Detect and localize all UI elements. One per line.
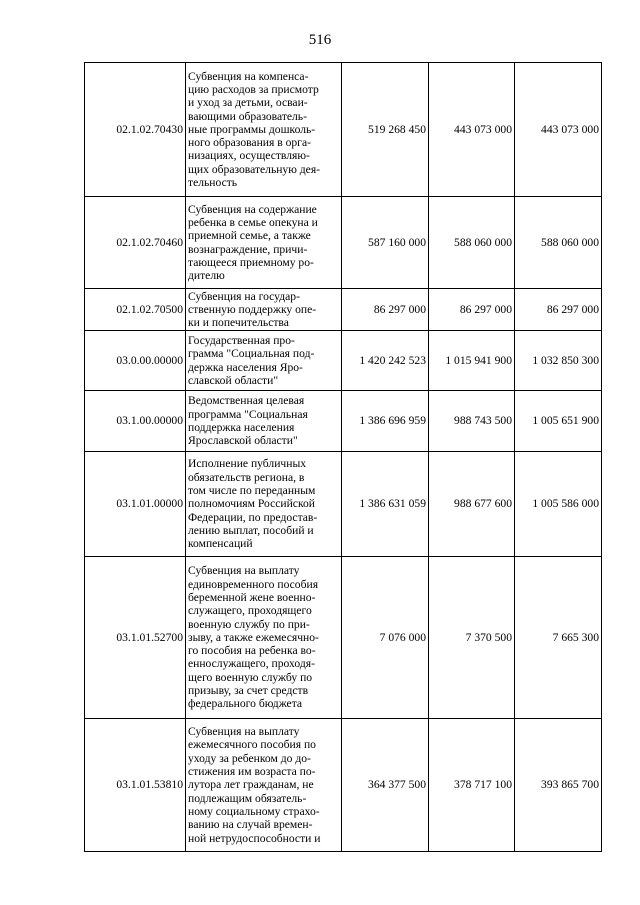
table-row	[85, 63, 602, 197]
row-code: 03.1.01.00000	[85, 452, 186, 557]
row-amount-year1: 1 386 631 059	[342, 452, 429, 557]
page-number: 516	[308, 32, 332, 48]
row-code: 03.1.01.52700	[85, 557, 186, 719]
row-amount-year1: 1 386 696 959	[342, 391, 429, 452]
row-amount-year3: 1 005 586 000	[515, 452, 602, 557]
row-code: 02.1.02.70500	[85, 289, 186, 331]
row-description: Субвенция на содержание ребенка в семье опекуна и приемной семье, а также вознаграждение, причи- тающееся приемному ро- дителю	[186, 197, 342, 289]
row-code: 02.1.02.70460	[85, 197, 186, 289]
table-row	[85, 452, 602, 557]
row-code: 03.1.01.53810	[85, 719, 186, 852]
row-amount-year1: 86 297 000	[342, 289, 429, 331]
row-amount-year3: 1 005 651 900	[515, 391, 602, 452]
row-amount-year2: 588 060 000	[429, 197, 515, 289]
table-row	[85, 289, 602, 331]
row-code: 03.0.00.00000	[85, 331, 186, 391]
row-description: Ведомственная целевая программа "Социальная поддержка населения Ярославской области"	[186, 391, 342, 452]
row-amount-year1: 364 377 500	[342, 719, 429, 852]
row-description: Субвенция на государ- ственную поддержку опе- ки и попечительства	[186, 289, 342, 331]
row-amount-year2: 988 743 500	[429, 391, 515, 452]
table-row	[85, 391, 602, 452]
row-amount-year3: 443 073 000	[515, 63, 602, 197]
budget-table	[84, 62, 602, 852]
table-row	[85, 197, 602, 289]
row-amount-year2: 378 717 100	[429, 719, 515, 852]
row-amount-year3: 588 060 000	[515, 197, 602, 289]
row-amount-year1: 1 420 242 523	[342, 331, 429, 391]
row-amount-year3: 86 297 000	[515, 289, 602, 331]
row-amount-year2: 1 015 941 900	[429, 331, 515, 391]
row-code: 03.1.00.00000	[85, 391, 186, 452]
table-row	[85, 557, 602, 719]
row-amount-year2: 443 073 000	[429, 63, 515, 197]
row-amount-year3: 1 032 850 300	[515, 331, 602, 391]
row-amount-year1: 519 268 450	[342, 63, 429, 197]
row-description: Субвенция на выплату ежемесячного пособия по уходу за ребенком до до- стижения им возраста по- лутора лет гражданам, не подлежащим обязатель- ному социальному страхо- ванию на случай времен- ной нетрудоспособности и	[186, 719, 342, 852]
row-description: Исполнение публичных обязательств региона, в том числе по переданным полномочиям Российской Федерации, по предостав- лению выплат, пособий и компенсаций	[186, 452, 342, 557]
row-amount-year1: 587 160 000	[342, 197, 429, 289]
row-description: Субвенция на компенса- цию расходов за присмотр и уход за детьми, осваи- вающими образователь- ные программы дошколь- ного образования в орга- низациях, осуществляю- щих образовательную дея- тельность	[186, 63, 342, 197]
table-row	[85, 331, 602, 391]
row-code: 02.1.02.70430	[85, 63, 186, 197]
row-description: Субвенция на выплату единовременного пособия беременной жене военно- служащего, проходящего военную службу по при- зыву, а также ежемесячно- го пособия на ребенка во- еннослужащего, проходя- щего военную службу по призыву, за счет средств федерального бюджета	[186, 557, 342, 719]
table-row	[85, 719, 602, 852]
row-amount-year1: 7 076 000	[342, 557, 429, 719]
row-amount-year2: 988 677 600	[429, 452, 515, 557]
row-amount-year2: 86 297 000	[429, 289, 515, 331]
row-amount-year3: 7 665 300	[515, 557, 602, 719]
row-description: Государственная про- грамма "Социальная под- держка населения Яро- славской области"	[186, 331, 342, 391]
row-amount-year3: 393 865 700	[515, 719, 602, 852]
row-amount-year2: 7 370 500	[429, 557, 515, 719]
